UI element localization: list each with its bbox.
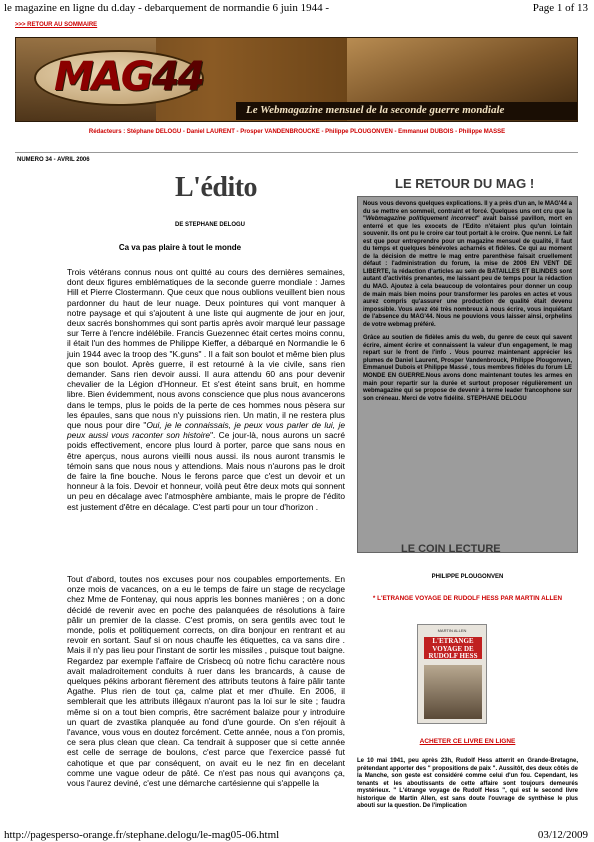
redacteurs-list: Rédacteurs : Stéphane DELOGU - Daniel LAURENT - Prosper VANDENBROUCKE - Philippe PLOUGONVEN - Emmanuel DUBOIS - Philippe MASSE xyxy=(88,129,506,135)
divider xyxy=(15,152,578,153)
retour-heading: LE RETOUR DU MAG ! xyxy=(395,176,535,191)
banner-tagline: Le Webmagazine mensuel de la seconde guerre mondiale xyxy=(246,104,505,116)
logo xyxy=(54,54,203,100)
book-cover-image[interactable] xyxy=(417,624,487,724)
book-title: * L'ETRANGE VOYAGE DE RUDOLF HESS PAR MARTIN ALLEN xyxy=(372,595,563,602)
logo-number: 44 xyxy=(151,54,204,100)
magazine-banner xyxy=(15,37,578,122)
book-cover-author: MARTIN ALLEN xyxy=(437,628,467,633)
coin-lecture-author: PHILIPPE PLOUGONVEN xyxy=(431,574,504,580)
edito-p1-text-a: Trois vétérans connus nous ont quitté au cours des dernières semaines, dont deux figures emblématiques de la seconde guerre mondiale : James Hill et Pierre Clostermann. Que ceux que nous oublions veuillent bien nous pardonner du haut de leur nuage. Deux pointures qui vont manquer à notre paysage et qui s'ajoutent à une liste qui augmente de jour en jour, deux sacrés bonshommes qui sont partis après avoir marqué leur passage sur Terre à l'encre indélébile. Francis Guezennec était certes moins connu, il était l'un des hommes de Philippe Kieffer, a débarqué en Normandie le 6 juin 1944 avec la troop des "K.guns" . Il a fait son boulot et même bien plus que son boulot. Après guerre, il est retourné à la vie civile, sans rien demander. Sans rien devoir aussi. Il aura attendu 60 ans pour devenir chevalier de la Légion d'Honneur. Et s'est éteint sans bruit, en homme libre. Bien évidemment, nous avons conscience que plus nous avancerons dans le temps, plus le poids de la perte de ces hommes nous pèsera sur les épaules, sans que nous n'y puissions rien. Un matin, il ne restera plus que nous pour dire " xyxy=(67,267,345,431)
print-header-title: le magazine en ligne du d.day - debarquement de normandie 6 juin 1944 - xyxy=(4,2,330,14)
edito-p1-text-b: ". Ce jour-là, nous aurons un sacré poids effectivement, encore plus lourd à porter, parce que sans nous en être aperçus, nous aurons vieilli nous aussi. ils nous auront transmis le témoin sans que nous nous y attendions. Mais nous n'aurons pas le droit de faire la fine bouche. Nous le ferons parce que c'est un devoir et un honneur à la fois. Devoir et honneur, voilà peut être deux mots qui sonnent un peu en décalage avec l'atmosphère ambiante, mais le propre de l'édito est justement d'être en décalage. C'est parti pour un tour d'horizon . xyxy=(67,430,345,512)
edito-author: DE STEPHANE DELOGU xyxy=(175,222,246,228)
retour-paragraph-1 xyxy=(363,201,572,329)
edito-subtitle: Ca va pas plaire à tout le monde xyxy=(118,243,242,252)
issue-number: NUMERO 34 - AVRIL 2006 xyxy=(17,157,90,163)
retour-paragraph-2: Grâce au soutien de fidèles amis du web, du genre de ceux qui savent écrire, aiment écrire et connaissent la valeur d'un engagement, le mag repart sur le front de l'info . Vous pourrez maintenant apprécier les plumes de Daniel Laurent, Prosper Vandenbrouck, Philippe Plougonven, Emmanuel Dubois et Philippe Massé , tous membres fidèles du forum LE MONDE EN GUERRE.Nous avons donc maintenant toutes les armes en main pour repartir sur la durée et surtout proposer régulièrement un webmagazine qui se propose de devenir à terme leader francophone sur son créneau. Merci de votre fidélité. STEPHANE DELOGU xyxy=(363,335,572,402)
edito-heading: L'édito xyxy=(175,172,258,203)
edito-p1-quote: Oui, je le connaissais, je peux vous parler de lui, je peux aussi vous raconter son histoire xyxy=(67,420,345,441)
print-footer-date: 03/12/2009 xyxy=(537,829,588,841)
print-footer-url: http://pagesperso-orange.fr/stephane.delogu/le-mag05-06.html xyxy=(4,829,280,841)
book-cover-title: L'ETRANGE VOYAGE DE RUDOLF HESS xyxy=(428,637,478,660)
logo-prefix: MAG xyxy=(54,54,152,100)
retour-p1-text-a: Nous vous devons quelques explications. Il y a près d'un an, le MAG'44 a du se mettre en sommeil, contraint et forcé. Quelques uns ont cru que la " xyxy=(363,201,572,223)
retour-box xyxy=(357,196,578,553)
book-description: Le 10 mai 1941, peu après 23h, Rudolf Hess atterrit en Grande-Bretagne, prétendant apporter des " propositions de paix ". Aussitôt, des deux côtés de la Manche, son geste est considéré comme celui d'un fou. Cependant, les tenants et les aboutissants de cette affaire sont toujours demeurés mystérieux. " L'étrange voyage de Rudolf Hess ", qui est le second livre historique de Martin Allen, est sans doute l'ouvrage de synthèse le plus abouti sur la question. De l'implication xyxy=(357,758,578,809)
book-cover-photo xyxy=(424,665,482,719)
print-page-number: Page 1 of 13 xyxy=(532,2,588,14)
edito-paragraph-2: Tout d'abord, toutes nos excuses pour nos coupables emportements. En onze mois de vacances, on a eu le temps de faire un stage de recyclage chez Mme de Fontenay, qui nous appris les bonnes manières ; on a donc décidé de revenir avec en poche des palanquées de résolutions à faire pâlir un premier de la classe. C'est promis, on sera gentils avec tout le monde, polis et politiquement corrects, on dira bonjour en rentrant et au revoir en sortant. Sauf si on nous chauffe les étiquettes, ca va sans dire . Mais il n'y pas lieu pour l'instant de sortir les missiles , puisque tout baigne. Regardez par exemple l'affaire de Crisbecq où notre fichu caractère nous avait maladroitement conduits à ruer dans les brancards, à cause de quelques pékins arborant fièrement des attributs teutons à faire pâlir tante Agathe. Plus rien de tout ça, calme plat et mer d'huile. En 2006, il semblerait que les attributs illégaux n'auront pas la loi sur le site ; faudra même si on a tout bien compris, être sacrément balaize pour y introduire un quart de zvastika planquée au fond d'une gourde. On s'en réjouit à l'avance, vous vous en doutez forcément. Cette année, nous a t'on promis, ce sera plus clean que clean. Ca tendrait à supposer que si cette année est celle de serrage de boulons, c'est parce que l'exercice passé fut cahotique et que par conséquent, on avait eu le nez fin en decelant comme une vague odeur de pâté. Ce n'est pas nous qui avançons ça, vous l'aurez deviné, c'est une démarche cartésienne qui s'appelle la xyxy=(67,574,345,789)
retour-p1-italic: Webmagazine politiquement incorrect xyxy=(365,216,477,223)
buy-book-link[interactable]: ACHETER CE LIVRE EN LIGNE xyxy=(419,738,516,745)
retour-sommaire-link[interactable]: >>> RETOUR AU SOMMAIRE xyxy=(15,22,98,28)
coin-lecture-heading: LE COIN LECTURE xyxy=(401,543,501,555)
edito-paragraph-1 xyxy=(67,267,345,512)
retour-p1-text-b: " avait baissé pavillon, mort en enterré et que les exocets de l'Edito n'étaient plus qu'un lointain souvenir. Ils ont pu le croire car tout portait à le croire. Que nenni. Le fait est que pour entreprendre pour un magazine mensuel de qualité, il faut du temps et quelques bénévoles acharnés et fidèles. Ce qui au moment de la décision de mettre le mag entre parenthèse faisait cruellement défaut : l'administration du forum, la mise de 2006 EN VENT DE LIBERTE, la rédaction d'articles au sein de BATAILLES ET BLINDES sont autant d'activités prenantes, me laissant peu de temps pour la rédaction du MAG. Ajoutez à cela beaucoup de volontaires pour donner un coup de main mais bien moins pour transformer les paroles en actes et vous aurez compris qu'assurer une production de qualité était devenu impossible. Vous avez été très nombreux à nous écrire, vous inquiétant de l'absence du MAG'44. Nous ne pouvions vous laisser ainsi, orphelins de votre webmag préféré. xyxy=(363,216,572,328)
